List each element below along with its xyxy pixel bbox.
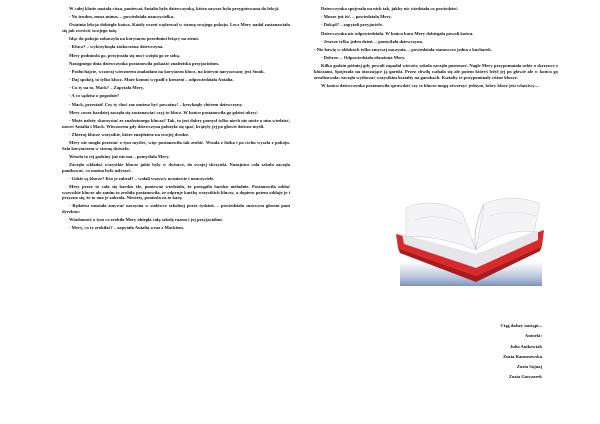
story-paragraph: W końcu dziewczynka postanowiła sprawdzić czy te klucze mogą otworzyć jednym, który klucz jest właściwy.... — [321, 82, 539, 88]
continued-note: Ciąg dalszy nastąpi... — [500, 323, 542, 328]
story-paragraph: - Posłuchajcie, wczoraj wieczorem znalazłam na korytarzu klucz, na którym narysowany jest Smok. — [69, 68, 265, 74]
story-paragraph: - No trudno, musz minus. – powiedziała nauczycielka. — [69, 14, 175, 20]
story-paragraph: - Będziesz musiała zmywać naczynia w stołówce szkolnej przez tydzień. – powiedziała surowym głosem pani dyrektor. — [62, 203, 290, 214]
story-paragraph: Mery nie mogła przestać o tym myśleć, więc postanowiła tak zrobić. Wstała z łóżka i po cichu wyszła z pokoju. Szła korytarzem w stronę dyżurki. — [62, 140, 290, 151]
credits — [501, 323, 542, 385]
story-paragraph: - Daj spokój, to tylko klucz. Może komuś wypadł z kieszeni – odpowiedziała Antalia. — [69, 77, 234, 83]
story-paragraph: Mery coraz bardziej zaczęła się zastanawiać czyj to klucz. W końcu postanowiła go gdzieś ukryć. — [69, 109, 259, 115]
story-paragraph: - Jeszcze tylko jeden dzień. – pomyślała dziewczyna. — [321, 38, 423, 44]
story-paragraph: Wesoła to tej godziny już nie ma – pomyślała Mery. — [69, 153, 170, 159]
story-paragraph: - Dobrze. – Odpowiedziała obrażona Mery. — [321, 55, 406, 61]
author-name: Julia Anikowiak — [509, 343, 542, 349]
story-paragraph: Zaczęła wkładać wszystkie klucze jakie były w dyżurce, do swojej skrzynki. Nazajutrz cała szkoła zaczęła panikować, co można było usłyszeć. — [62, 161, 290, 173]
story-paragraph: Mery przez to cała się bardzo źle, ponieważ wiedziała, że postąpiła bardzo nieładnie. Postanowiła oddać wszystkie klucze ale zanim to zrobiła postanowiła, że odpruje kartkę wszystkich kluczy, a dopiero potem oddaje je i przyzna się, że to ona je zabrała. Niestety, poniosła za to karę. — [62, 183, 290, 201]
open-book-illustration — [392, 190, 547, 292]
author-name: Zuzia Kamenowska — [503, 353, 542, 359]
story-paragraph: - Mery, co ty zrobiłaś? – zapytała Antalia wraz z Mackiem. — [69, 225, 184, 231]
author-name: Zuzia Sojnaj — [516, 364, 542, 370]
story-paragraph: - Dokąd? – zapytali przyjaciele. — [321, 22, 383, 28]
story-paragraph: Następnego dnia dziewczynka postanowiła pokazać znaleziska przyjaciołom. — [69, 60, 219, 66]
story-paragraph: Dziewczynka spojrzała na nich tak, jakby nic wiedziała co powiedzieć. — [321, 6, 459, 11]
story-paragraph: Mery podniosła go, przyjrzała się mu i wzięła go ze sobą. — [69, 52, 181, 58]
authors-label: Autorki: — [524, 333, 542, 339]
story-paragraph: W całej klasie nastała cisza, ponieważ Antalia była dziewczynką, która zawsze była przygotowana do lekcji. — [69, 6, 280, 11]
story-paragraph: Dziewczynka nic odpowiedziała. W końcu kara Mery dobiegała powoli końca. — [321, 30, 474, 36]
story-paragraph: Ostatnia lekcja dobiegła końca. Każdy uczeń wędrował w stronę swojego pokoju. Lecz Mery nadal zastanawiała się jak zwrócić swojego tatę. — [62, 22, 290, 33]
story-paragraph: - Klucz? – wykrzyknęła zaskoczona dziewczyna. — [69, 44, 164, 50]
story-paragraph: - Mack, przestań! Czy ty choć raz możesz być poważny! – krzyknęły chórem dziewczyny. — [69, 101, 243, 107]
story-paragraph: - Co ty na to, Mack? – Zapytała Mery. — [69, 85, 145, 91]
story-paragraph: - Nie bawię w obłokach tylko zmywaj naczynia. – powiedziała stanowczo jedna z kucharek. — [314, 46, 492, 52]
story-paragraph: Kilka godzin później gdy powoli zapadał wieczór, szkoła zaczęła pustoszeć. Nagle Mery przypomniała sobie o skrzynce z kluczami. Spojrzała na otaczające ją garnki. Przez chwilę wahała się ale potem któryś leżył jej po głowie ale w końcu go zrealizowała: zaczęła wytłaczać wszystkim kształty na garnkach. Kształty te przypominały różne klucze. — [314, 63, 558, 80]
story-paragraph: - Może należy skorzystać ze znalezionego klucza? Tak, to jest dobry pomysł tylko niech nie może o nim wiedzieć, nawet Antalia i Mack. Wieczorem gdy dziewczyna położyła się spać, krążyły jej po głowie dziwne myśli. — [62, 118, 290, 129]
story-paragraph: - A co sądzisz o pogodzie? — [69, 93, 120, 99]
story-paragraph: Wiadomość o tym co zrobiła Mery obiegła całą szkołę razem i jej przyjaciółmi. — [69, 217, 223, 223]
story-paragraph: Idąc do pokoju zobaczyła na korytarzu przedmiot leżący na ziemi. — [69, 36, 199, 42]
story-paragraph: - Musze już iść. – powiedziała Mery. — [321, 14, 392, 20]
story-paragraph: - Zbieraj klucze wszystkie, które znajdziesz na swojej drodze. — [69, 131, 190, 137]
author-name: Zuzia Garczarek — [508, 374, 542, 380]
story-paragraph: - Gdzie są klucze? Kto je zabrał? – wołali wszyscy uczniowie i nauczyciele. — [69, 175, 215, 181]
